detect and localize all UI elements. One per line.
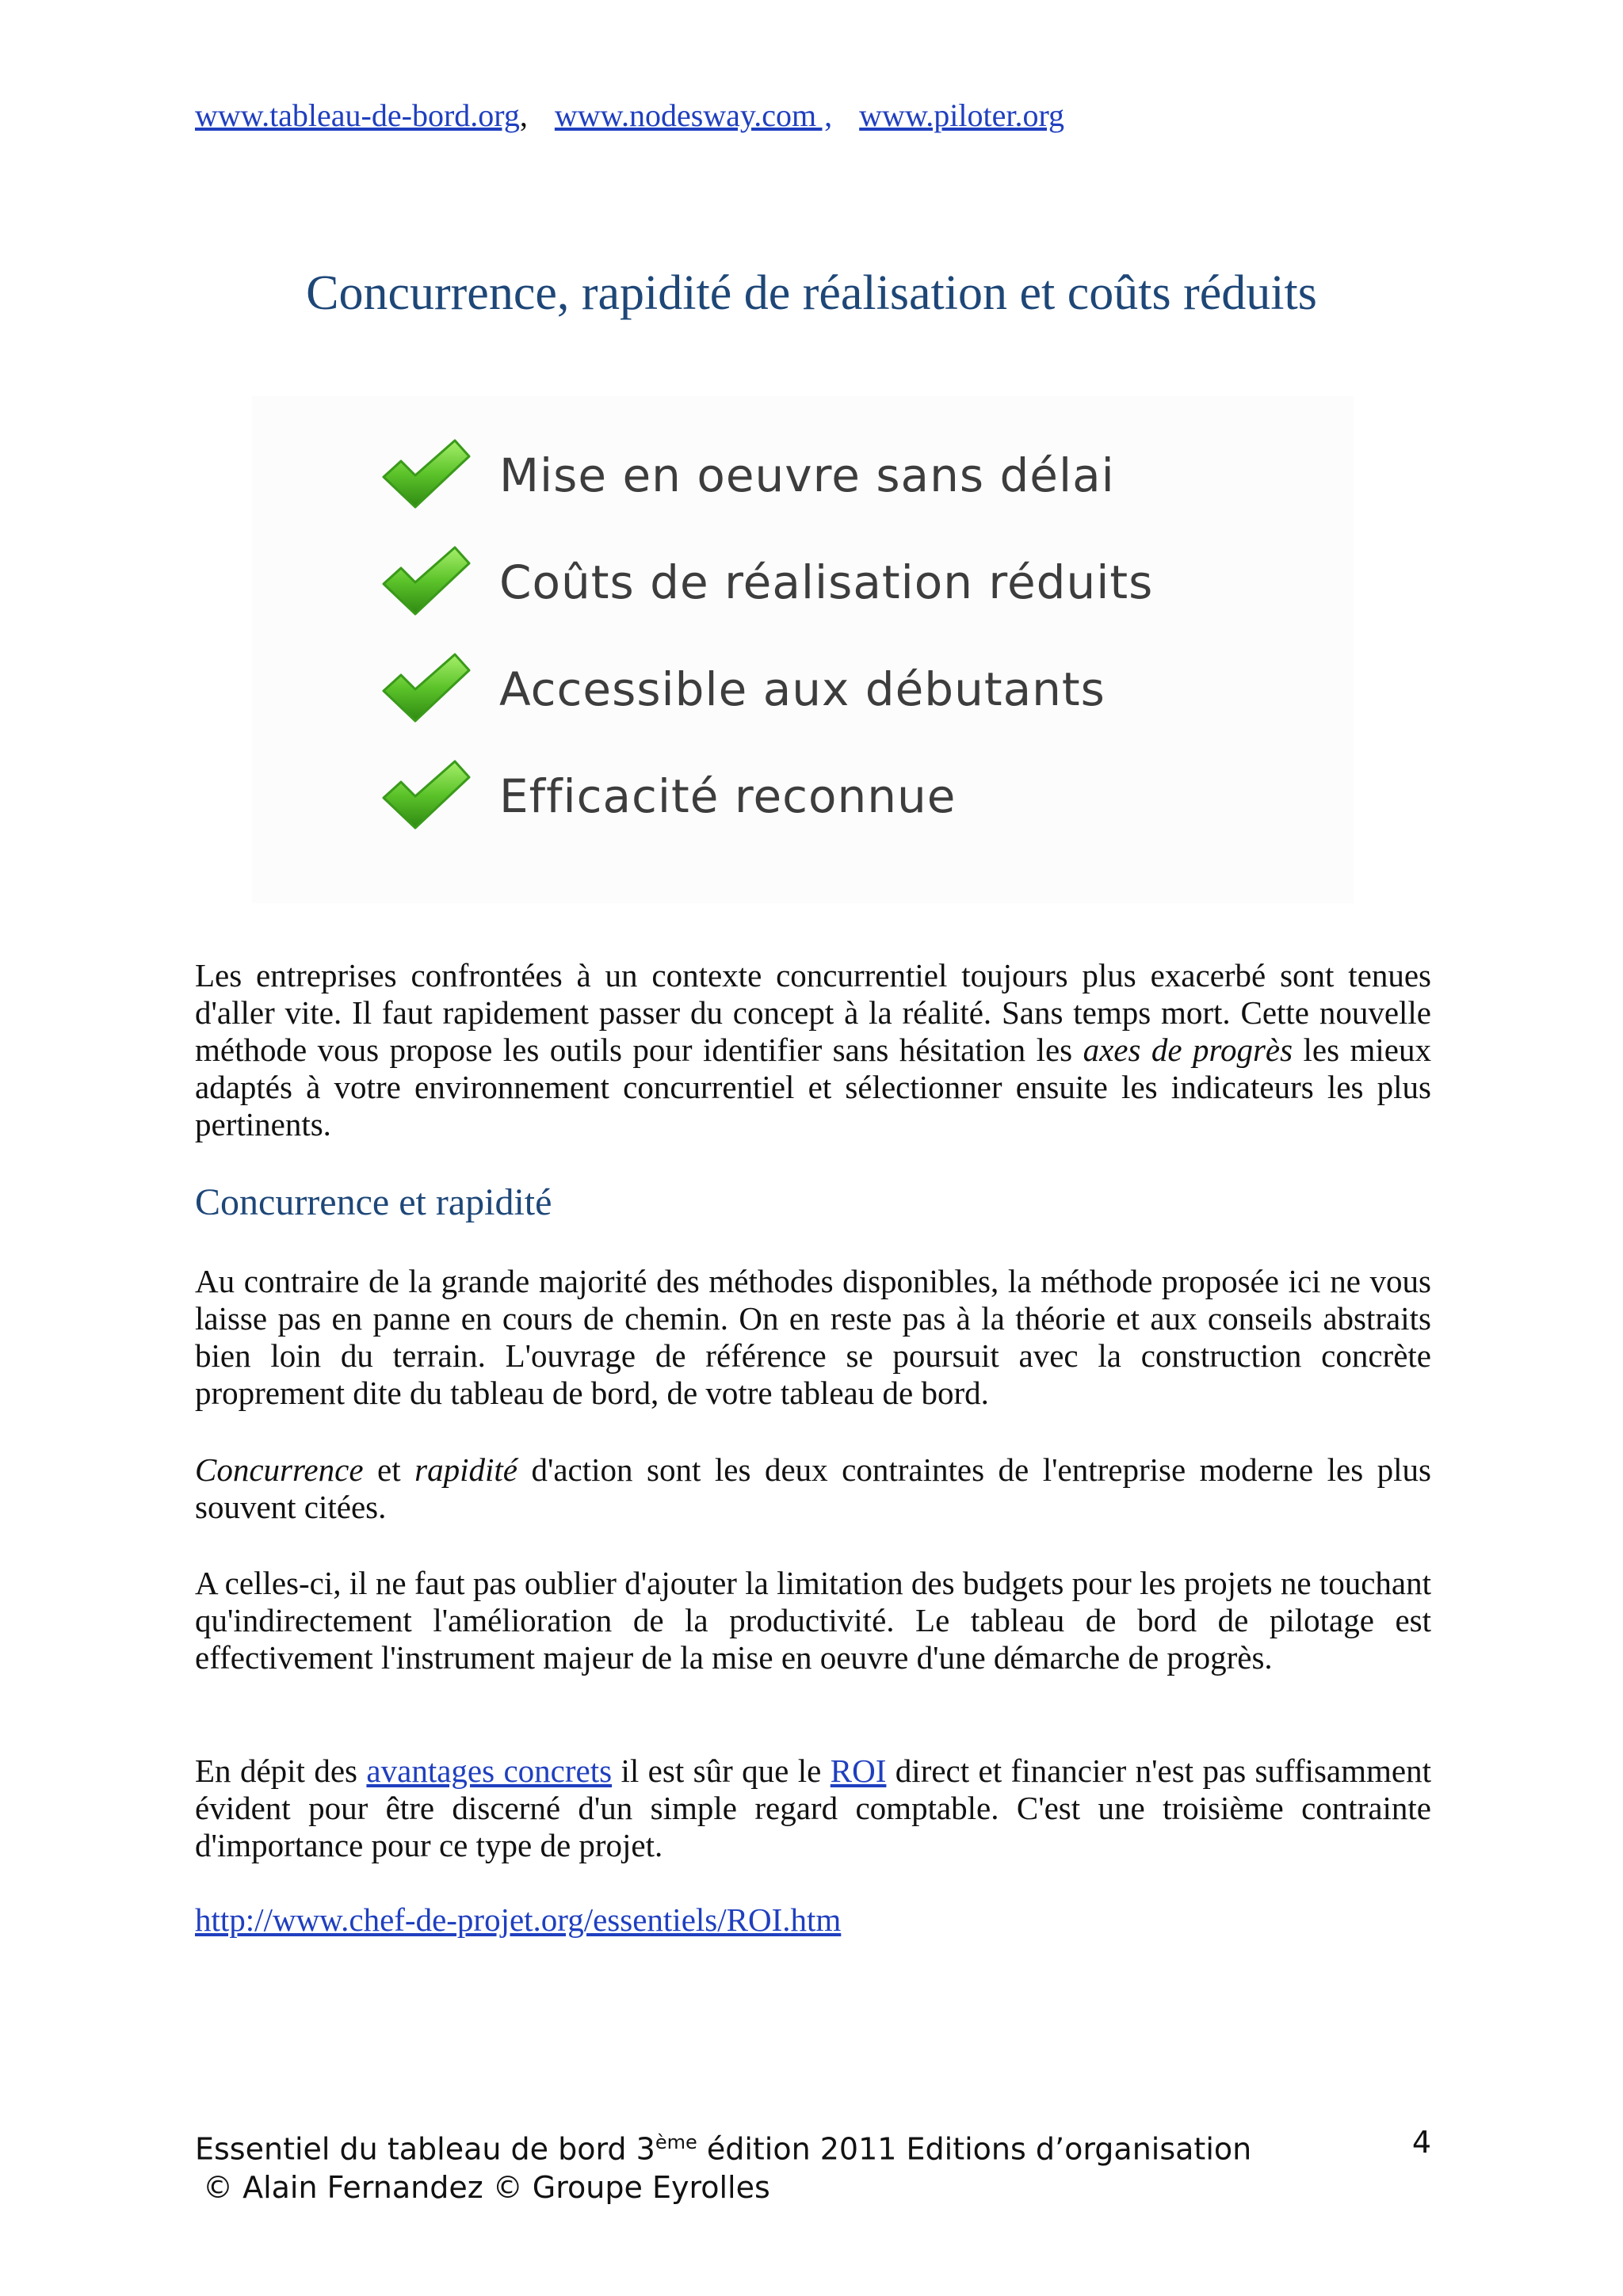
paragraph-text: il est sûr que le bbox=[612, 1753, 831, 1789]
paragraph-budgets: A celles-ci, il ne faut pas oublier d'ajouter la limitation des budgets pour les projets ne touchant qu'indirectement l'amélioration de la productivité. Le tableau de bord de pilotage est effectivement l'instrument majeur de la mise en oeuvre d'une démarche de progrès. bbox=[195, 1565, 1431, 1676]
footer bbox=[195, 2123, 1431, 2206]
paragraph-text: Les entreprises confrontées à un contexte concurrentiel toujours plus exacerbé sont tenues d'aller vite. Il faut rapidement passer du concept à la réalité. Sans temps mort. Cette nouvelle méthode vous propose les outils pour identifier sans hésitation les bbox=[195, 957, 1431, 1068]
emphasis-text: axes de progrès bbox=[1083, 1032, 1293, 1068]
link-roi[interactable]: ROI bbox=[830, 1753, 887, 1789]
footer-text: Essentiel du tableau de bord 3 bbox=[195, 2131, 655, 2167]
feature-label: Efficacité reconnue bbox=[499, 769, 957, 823]
checkmark-icon bbox=[379, 758, 474, 834]
checkmark-icon bbox=[379, 651, 474, 727]
url-paragraph bbox=[195, 1901, 1431, 1939]
page-number: 4 bbox=[1411, 2125, 1431, 2160]
header-separator: , bbox=[519, 97, 528, 133]
paragraph-method: Au contraire de la grande majorité des méthodes disponibles, la méthode proposée ici ne vous laisse pas en panne en cours de chemin. On en reste pas à la théorie et aux conseils abstraits bien loin du terrain. L'ouvrage de référence se poursuit avec la construction concrète proprement dite du tableau de bord, de votre tableau de bord. bbox=[195, 1263, 1431, 1411]
footer-text: édition 2011 Editions d’organisation bbox=[697, 2131, 1252, 2167]
paragraph-text: En dépit des bbox=[195, 1753, 367, 1789]
section-heading: Concurrence et rapidité bbox=[195, 1181, 552, 1223]
feature-item bbox=[379, 535, 1153, 630]
header-link-piloter[interactable]: www.piloter.org bbox=[859, 97, 1065, 133]
paragraph-text: direct et financier n'est pas suffisamment évident pour être discerné d'un simple regard comptable. C'est une troisième contrainte d'importance pour ce type de projet. bbox=[195, 1753, 1431, 1863]
footer-superscript: ème bbox=[655, 2131, 697, 2153]
emphasis-text: rapidité bbox=[414, 1451, 517, 1488]
paragraph-text: et bbox=[363, 1451, 415, 1488]
link-avantages-concrets[interactable]: avantages concrets bbox=[366, 1753, 613, 1789]
link-roi-url[interactable]: http://www.chef-de-projet.org/essentiels/ROI.htm bbox=[195, 1901, 842, 1938]
paragraph-text: d'action sont les deux contraintes de l'entreprise moderne les plus souvent citées. bbox=[195, 1451, 1431, 1525]
feature-label: Mise en oeuvre sans délai bbox=[499, 448, 1115, 502]
header-link-tableau-de-bord[interactable]: www.tableau-de-bord.org bbox=[195, 97, 520, 133]
footer-copyright: © Alain Fernandez © Groupe Eyrolles bbox=[203, 2169, 770, 2205]
paragraph-constraints bbox=[195, 1451, 1431, 1526]
page-title: Concurrence, rapidité de réalisation et coûts réduits bbox=[306, 266, 1317, 320]
emphasis-text: Concurrence bbox=[195, 1451, 364, 1488]
header-link-nodesway[interactable]: www.nodesway.com , bbox=[554, 97, 833, 133]
features-image bbox=[252, 396, 1354, 903]
feature-label: Coûts de réalisation réduits bbox=[499, 555, 1154, 609]
feature-item bbox=[379, 428, 1115, 523]
checkmark-icon bbox=[379, 544, 474, 620]
header-links bbox=[195, 95, 1083, 136]
paragraph-intro bbox=[195, 957, 1431, 1143]
paragraph-roi bbox=[195, 1753, 1431, 1864]
checkmark-icon bbox=[379, 437, 474, 513]
feature-item bbox=[379, 749, 957, 844]
paragraph-text: les mieux adaptés à votre environnement concurrentiel et sélectionner ensuite les indicateurs les plus pertinents. bbox=[195, 1032, 1431, 1142]
feature-item bbox=[379, 642, 1106, 737]
footer-line-1 bbox=[195, 2123, 1431, 2168]
feature-label: Accessible aux débutants bbox=[499, 662, 1106, 716]
